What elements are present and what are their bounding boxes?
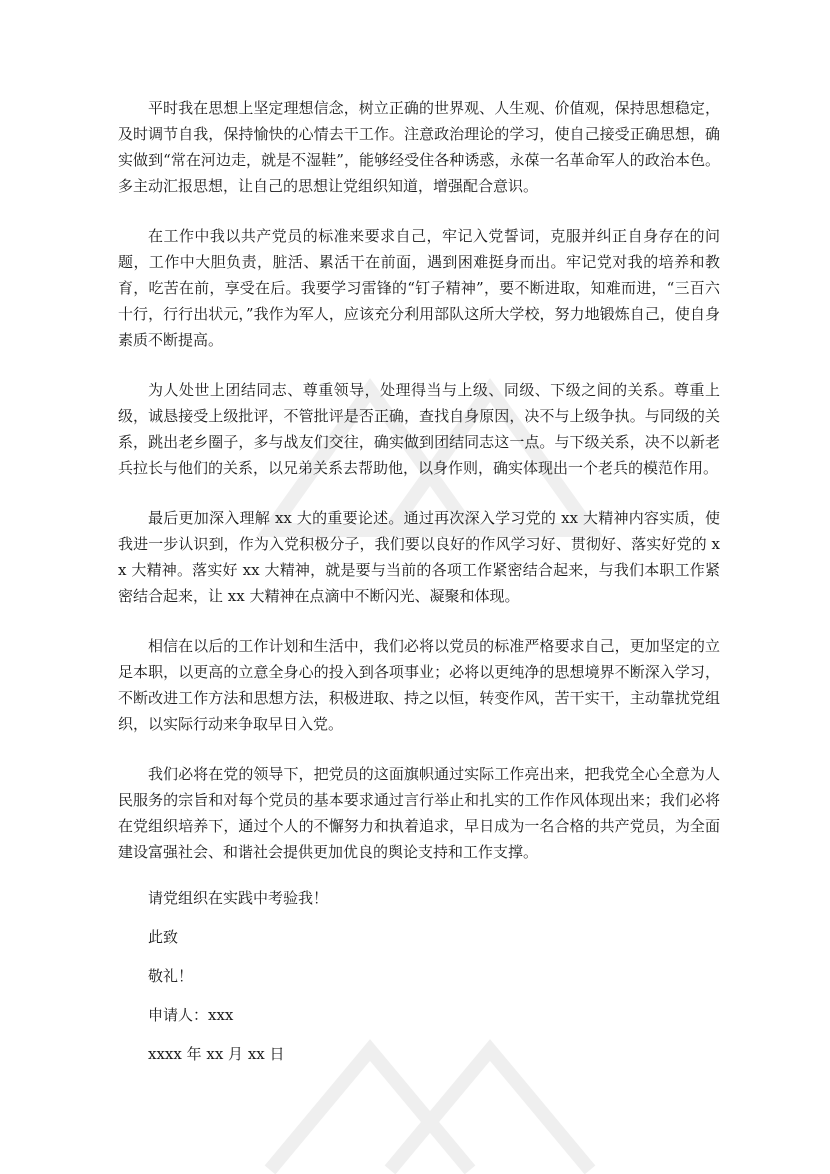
- paragraph-commitment: 我们必将在党的领导下，把党员的这面旗帜通过实际工作亮出来，把我党全心全意为人民服务的宗旨和对每个党员的基本要求通过言行举止和扎实的工作作风体现出来；我们必将在党组织培养下，通过个人的不懈努力和执着追求，早日成为一名合格的共产党员，为全面建设富强社会、和谐社会提供更加优良的舆论支持和工作支撑。: [118, 765, 720, 861]
- paragraph-ideology: 平时我在思想上坚定理想信念，树立正确的世界观、人生观、价值观，保持思想稳定，及时调节自我，保持愉快的心情去干工作。注意政治理论的学习，使自己接受正确思想，确实做到“常在河边走，就是不湿鞋”，能够经受住各种诱惑，永葆一名革命军人的政治本色。多主动汇报思想，让自己的思想让党组织知道，增强配合意识。: [118, 99, 720, 195]
- closing-respect: 敬礼！: [148, 967, 194, 985]
- closing-salutation: 此致: [148, 928, 179, 946]
- paragraph-study: 最后更加深入理解 xx 大的重要论述。通过再次深入学习党的 xx 大精神内容实质，使我进一步认识到，作为入党积极分子，我们要以良好的作风学习好、贯彻好、落实好党的 xx 大精神。落实好 xx 大精神，就是要与当前的各项工作紧密结合起来，与我们本职工作紧密结合起来，让 xx 大精神在点滴中不断闪光、凝聚和体现。: [118, 509, 720, 605]
- letter-body: [118, 95, 720, 1084]
- paragraph-future: 相信在以后的工作计划和生活中，我们必将以党员的标准严格要求自己，更加坚定的立足本职，以更高的立意全身心的投入到各项事业；必将以更纯净的思想境界不断深入学习，不断改进工作方法和思想方法，积极进取、持之以恒，转变作风，苦干实干，主动靠扰党组织，以实际行动来争取早日入党。: [118, 637, 720, 733]
- letter-date: xxxx 年 xx 月 xx 日: [148, 1045, 285, 1063]
- paragraph-relations: 为人处世上团结同志、尊重领导，处理得当与上级、同级、下级之间的关系。尊重上级，诚恳接受上级批评，不管批评是否正确，查找自身原因，决不与上级争执。与同级的关系，跳出老乡圈子，多与战友们交往，确实做到团结同志这一点。与下级关系，决不以新老兵拉长与他们的关系，以兄弟关系去帮助他，以身作则，确实体现出一个老兵的模范作用。: [118, 381, 720, 477]
- paragraph-work: 在工作中我以共产党员的标准来要求自己，牢记入党誓词，克服并纠正自身存在的问题，工作中大胆负责，脏活、累活干在前面，遇到困难挺身而出。牢记党对我的培养和教育，吃苦在前，享受在后。我要学习雷锋的“钉子精神”，要不断进取，知难而进，“三百六十行，行行出状元，”我作为军人，应该充分利用部队这所大学校，努力地锻炼自己，使自身素质不断提高。: [118, 227, 720, 349]
- applicant-signature: 申请人：xxx: [148, 1006, 234, 1024]
- closing-request: 请党组织在实践中考验我！: [148, 889, 329, 907]
